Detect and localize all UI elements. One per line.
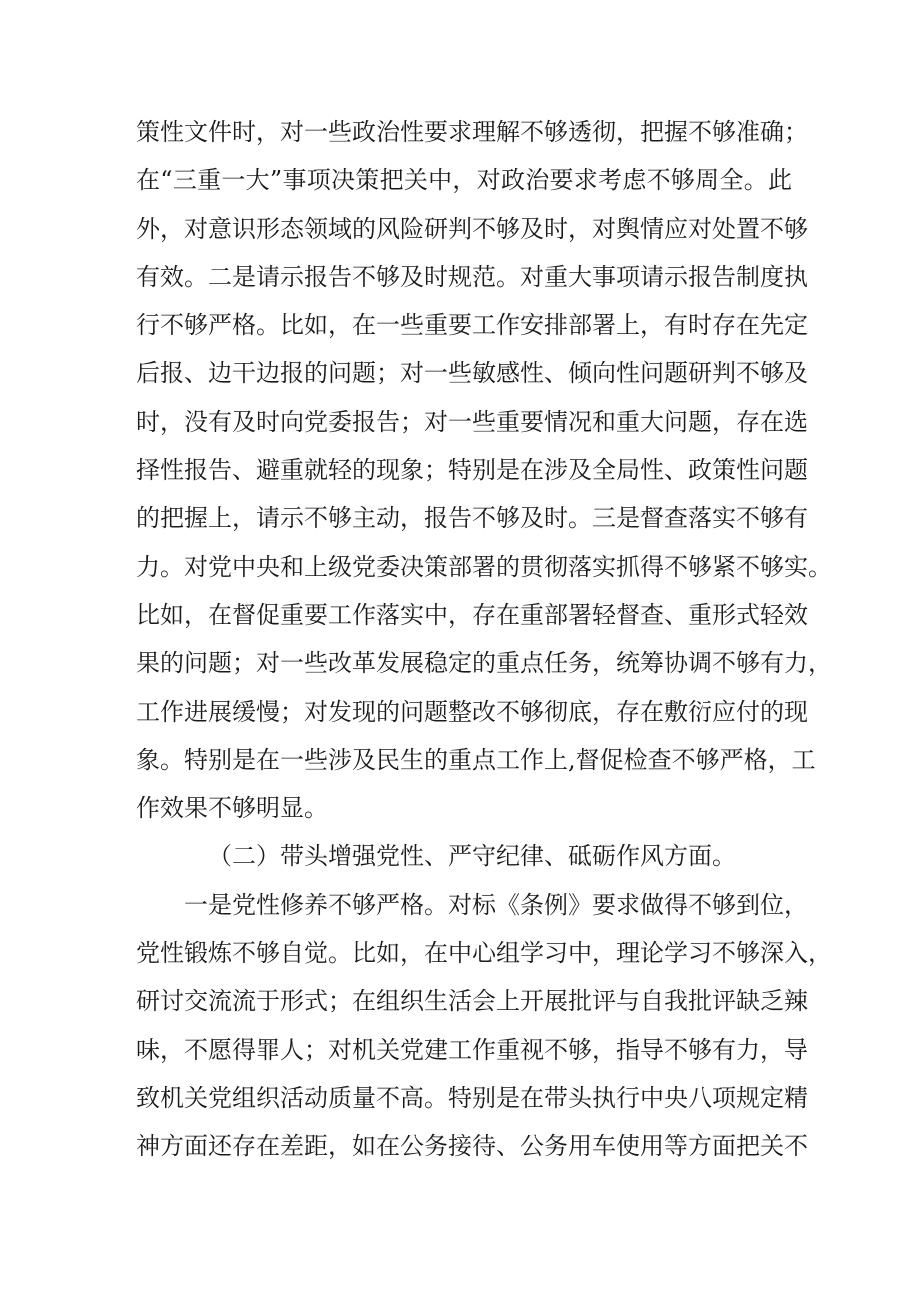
text-line: 党性锻炼不够自觉。比如，在中心组学习中，理论学习不够深入，	[136, 939, 832, 968]
text-line: 后报、边干边报的问题；对一些敏感性、倾向性问题研判不够及	[136, 359, 808, 388]
text-line: 策性文件时，对一些政治性要求理解不够透彻，把握不够准确；	[136, 118, 808, 146]
text-line: 力。对党中央和上级党委决策部署的贯彻落实抓得不够紧不够实。	[136, 552, 832, 581]
paragraph-party-spirit	[136, 881, 832, 1171]
text-line: 味，不愿得罪人；对机关党建工作重视不够，指导不够有力，导	[136, 1035, 808, 1064]
text-line: 有效。二是请示报告不够及时规范。对重大事项请示报告制度执	[136, 262, 808, 291]
text-line: 一是党性修养不够严格。对标《条例》要求做得不够到位，	[184, 890, 808, 919]
text-line: 神方面还存在差距，如在公务接待、公务用车使用等方面把关不	[136, 1132, 808, 1161]
text-line: 象。特别是在一些涉及民生的重点工作上,督促检查不够严格，工	[136, 745, 816, 774]
section-heading	[136, 832, 792, 880]
text-line: 的把握上，请示不够主动，报告不够及时。三是督查落实不够有	[136, 504, 808, 533]
text-line: 工作进展缓慢；对发现的问题整改不够彻底，存在敷衍应付的现	[136, 697, 808, 726]
text-line: 择性报告、避重就轻的现象；特别是在涉及全局性、政策性问题	[136, 456, 808, 485]
text-line: 行不够严格。比如，在一些重要工作安排部署上，有时存在先定	[136, 311, 808, 340]
text-line: 研讨交流流于形式；在组织生活会上开展批评与自我批评缺乏辣	[136, 987, 808, 1016]
document-body	[136, 108, 832, 1171]
paragraph-continuation	[136, 108, 832, 832]
text-line: 致机关党组织活动质量不高。特别是在带头执行中央八项规定精	[136, 1083, 808, 1112]
text-line: 比如，在督促重要工作落实中，存在重部署轻督查、重形式轻效	[136, 600, 808, 629]
text-line: 果的问题；对一些改革发展稳定的重点任务，统筹协调不够有力，	[136, 649, 832, 678]
text-line: 外，对意识形态领域的风险研判不够及时，对舆情应对处置不够	[136, 214, 808, 243]
text-line: 在“三重一大”事项决策把关中，对政治要求考虑不够周全。此	[136, 166, 792, 195]
text-line: 时，没有及时向党委报告；对一些重要情况和重大问题，存在选	[136, 407, 808, 436]
text-line: 作效果不够明显。	[136, 794, 328, 823]
section-heading-text: （二）带头增强党性、严守纪律、砥砺作风方面。	[208, 842, 736, 871]
